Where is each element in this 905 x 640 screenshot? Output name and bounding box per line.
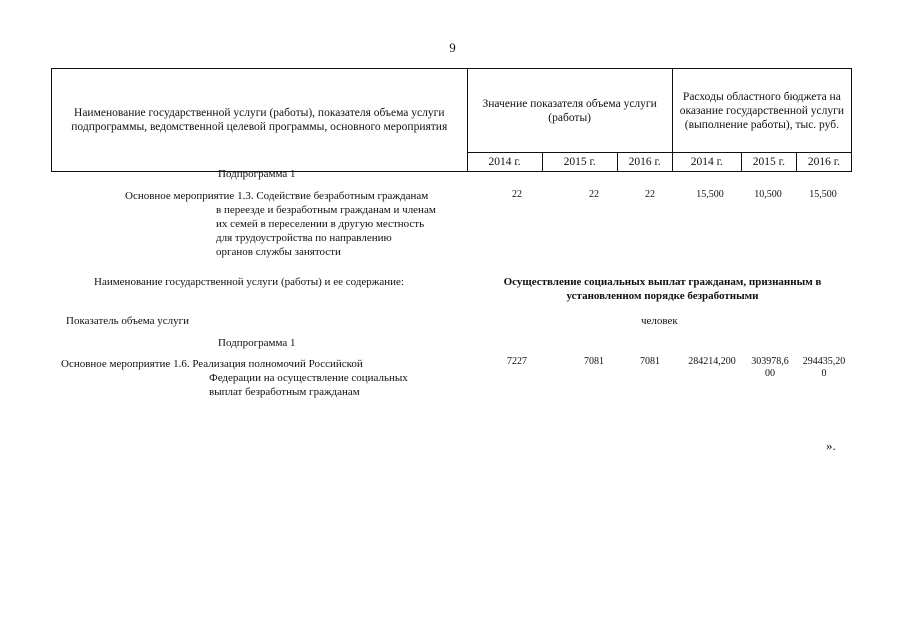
value-part: 294435,20 <box>802 356 846 367</box>
service-name-line: установленном порядке безработными <box>566 290 759 302</box>
indicator-label: Показатель объема услуги <box>66 315 190 327</box>
measure-line: органов службы занятости <box>216 246 341 258</box>
value-cell: 7081 <box>584 356 604 367</box>
value-part: 0 <box>821 368 827 379</box>
header-year-cell: 2014 г. <box>672 153 741 172</box>
header-expense-column: Расходы областного бюджета на оказание государственной услуги (выполнение работы), тыс. руб. <box>672 69 851 153</box>
value-cell: 7227 <box>507 356 527 367</box>
value-cell: 22 <box>512 189 522 200</box>
subprogram-label: Подпрограмма 1 <box>218 337 296 349</box>
header-table <box>51 68 852 172</box>
indicator-unit: человек <box>641 315 678 327</box>
value-cell-wrapped <box>745 356 795 380</box>
measure-line: в переезде и безработным гражданам и членам <box>216 204 436 216</box>
value-cell: 284214,200 <box>688 356 736 367</box>
value-cell: 10,500 <box>754 189 782 200</box>
value-part: 303978,6 <box>751 356 789 367</box>
header-year-cell: 2015 г. <box>741 153 796 172</box>
value-cell: 22 <box>645 189 655 200</box>
value-part: 00 <box>765 368 775 379</box>
header-year-cell: 2016 г. <box>796 153 851 172</box>
page-number: 9 <box>449 40 456 55</box>
service-name-line: Осуществление социальных выплат гражданам, признанным в <box>503 276 822 288</box>
measure-line: Федерации на осуществление социальных <box>209 372 408 384</box>
value-cell: 22 <box>589 189 599 200</box>
value-cell: 7081 <box>640 356 660 367</box>
measure-line: Основное мероприятие 1.6. Реализация полномочий Российской <box>61 358 363 370</box>
header-name-column: Наименование государственной услуги (работы), показателя объема услуги подпрограммы, ведомственной целевой программы, основного мероприятия <box>52 69 468 172</box>
service-label: Наименование государственной услуги (работы) и ее содержание: <box>94 276 404 288</box>
measure-line: для трудоустройства по направлению <box>216 232 392 244</box>
header-year-cell: 2014 г. <box>467 153 542 172</box>
measure-line: Основное мероприятие 1.3. Содействие безработным гражданам <box>125 190 429 202</box>
measure-line: выплат безработным гражданам <box>209 386 360 398</box>
header-year-cell: 2016 г. <box>617 153 672 172</box>
measure-line: их семей в переселении в другую местность <box>216 218 425 230</box>
value-cell: 15,500 <box>809 189 837 200</box>
value-cell-wrapped <box>799 356 849 380</box>
subprogram-label: Подпрограмма 1 <box>218 168 296 180</box>
closing-quote-mark: ». <box>826 438 836 453</box>
header-volume-column: Значение показателя объема услуги (работы) <box>467 69 672 153</box>
service-name <box>470 275 855 303</box>
header-year-cell: 2015 г. <box>542 153 617 172</box>
value-cell: 15,500 <box>696 189 724 200</box>
